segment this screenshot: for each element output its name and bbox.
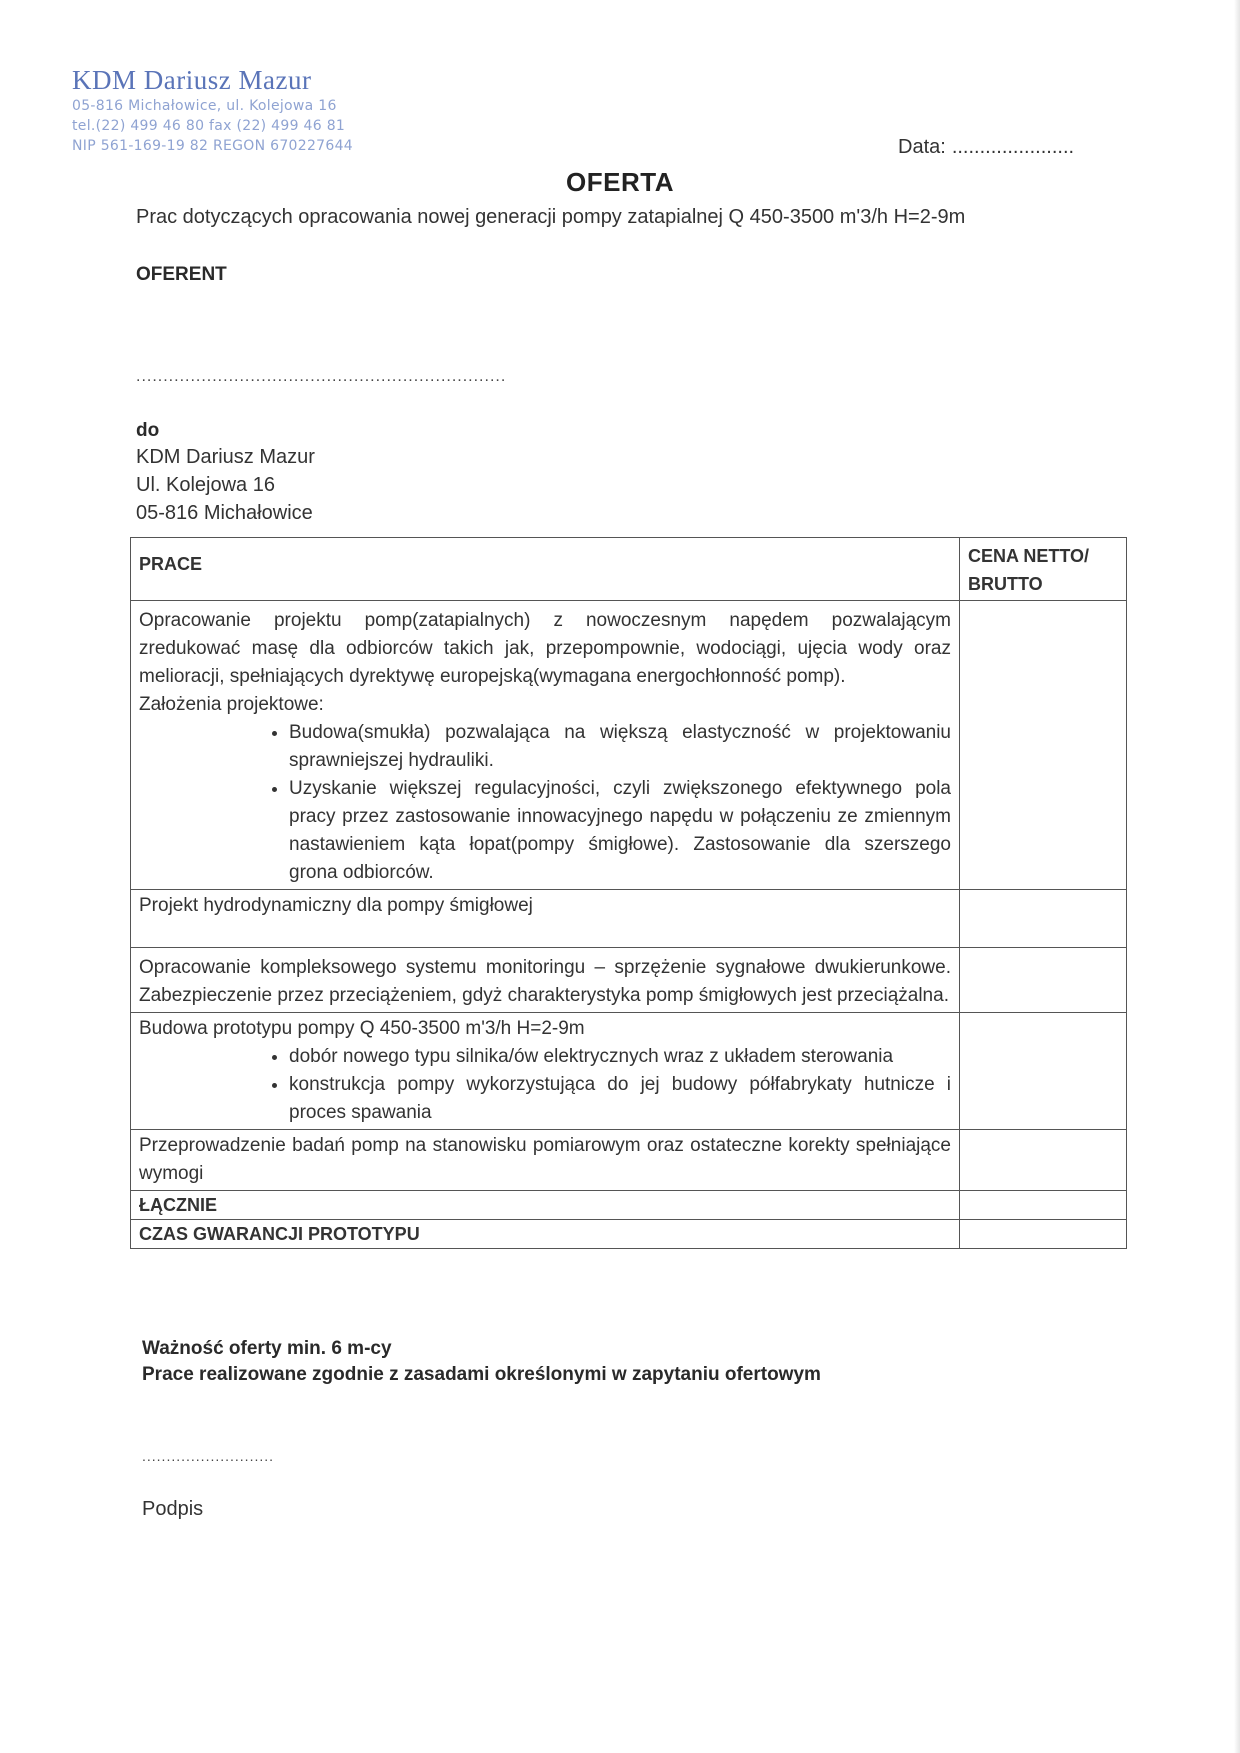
oferent-field[interactable]: .................................................................... (136, 368, 507, 385)
letterhead (72, 64, 353, 156)
total-label: ŁĄCZNIE (131, 1191, 960, 1220)
recipient-to: do (136, 420, 160, 441)
row-text: Opracowanie projektu pomp(zatapialnych) z nowoczesnym napędem pozwalającym zredukować masę dla odbiorców takich jak, przepompownie, wodociągi, ujęcia wody oraz melioracji, spełniających dyrektywę europejską(wymagana energochłonność pomp). (139, 610, 951, 687)
work-cell: Opracowanie kompleksowego systemu monitoringu – sprzężenie sygnałowe dwukierunkowe. Zabezpieczenie przez przeciążeniem, gdyż charakterystyka pomp śmigłowych jest przeciążalna. (131, 948, 960, 1013)
company-address: 05-816 Michałowice, ul. Kolejowa 16 (72, 98, 337, 114)
date-field[interactable] (898, 136, 1074, 159)
date-placeholder: ...................... (951, 136, 1075, 158)
bullet-item: • Uzyskanie większej regulacyjności, czyli zwiększonego efektywnego pola pracy przez zastosowanie innowacyjnego napędu w połączeniu ze zmiennym nastawieniem kąta łopat(pompy śmigłowe). Zastosowanie dla szerszego grona odbiorców. (289, 775, 951, 887)
price-cell[interactable] (960, 1013, 1127, 1130)
table-row (131, 948, 1127, 1013)
work-cell: Projekt hydrodynamiczny dla pompy śmigłowej (131, 890, 960, 948)
warranty-value-cell[interactable] (960, 1220, 1127, 1249)
recipient-line: 05-816 Michałowice (136, 502, 313, 524)
bullet-list (139, 1043, 951, 1127)
date-label: Data: (898, 136, 946, 158)
work-cell: Przeprowadzenie badań pomp na stanowisku pomiarowym oraz ostateczne korekty spełniające wymogi (131, 1130, 960, 1191)
table-row (131, 601, 1127, 890)
header-price: CENA NETTO/ BRUTTO (960, 538, 1127, 601)
recipient-line: KDM Dariusz Mazur (136, 446, 315, 468)
price-cell[interactable] (960, 890, 1127, 948)
total-price-cell[interactable] (960, 1191, 1127, 1220)
document-subtitle: Prac dotyczących opracowania nowej generacji pompy zatapialnej Q 450-3500 m'3/h H=2-9m (136, 206, 966, 228)
table-row (131, 1130, 1127, 1191)
company-contact: tel.(22) 499 46 80 fax (22) 499 46 81 (72, 118, 346, 134)
table-row (131, 1013, 1127, 1130)
oferent-label: OFERENT (136, 264, 227, 285)
bullet-item: • dobór nowego typu silnika/ów elektrycznych wraz z układem sterowania (289, 1043, 951, 1071)
recipient-line: Ul. Kolejowa 16 (136, 474, 275, 496)
page-edge (1234, 0, 1240, 1753)
terms-note: Prace realizowane zgodnie z zasadami określonymi w zapytaniu ofertowym (142, 1364, 821, 1385)
company-name: KDM Dariusz Mazur (72, 65, 312, 95)
validity-note: Ważność oferty min. 6 m-cy (142, 1338, 392, 1359)
table-row (131, 890, 1127, 948)
price-cell[interactable] (960, 948, 1127, 1013)
bullet-item: • konstrukcja pompy wykorzystująca do jej budowy półfabrykaty hutnicze i proces spawania (289, 1071, 951, 1127)
price-cell[interactable] (960, 1130, 1127, 1191)
warranty-row (131, 1220, 1127, 1249)
warranty-label: CZAS GWARANCJI PROTOTYPU (131, 1220, 960, 1249)
document-title: OFERTA (566, 167, 674, 197)
work-cell (131, 601, 960, 890)
bullet-item: • Budowa(smukła) pozwalająca na większą elastyczność w projektowaniu sprawniejszej hydrauliki. (289, 719, 951, 775)
signature-label: Podpis (142, 1498, 204, 1520)
row-text: Budowa prototypu pompy Q 450-3500 m'3/h H=2-9m (139, 1018, 585, 1039)
work-cell (131, 1013, 960, 1130)
signature-line[interactable]: ........................... (142, 1448, 275, 1464)
offer-table (130, 537, 1127, 1249)
row-sublabel: Założenia projektowe: (139, 694, 324, 715)
header-work: PRACE (131, 538, 960, 601)
total-row (131, 1191, 1127, 1220)
price-cell[interactable] (960, 601, 1127, 890)
company-ids: NIP 561-169-19 82 REGON 670227644 (72, 138, 353, 154)
table-header-row (131, 538, 1127, 601)
bullet-list (139, 719, 951, 887)
